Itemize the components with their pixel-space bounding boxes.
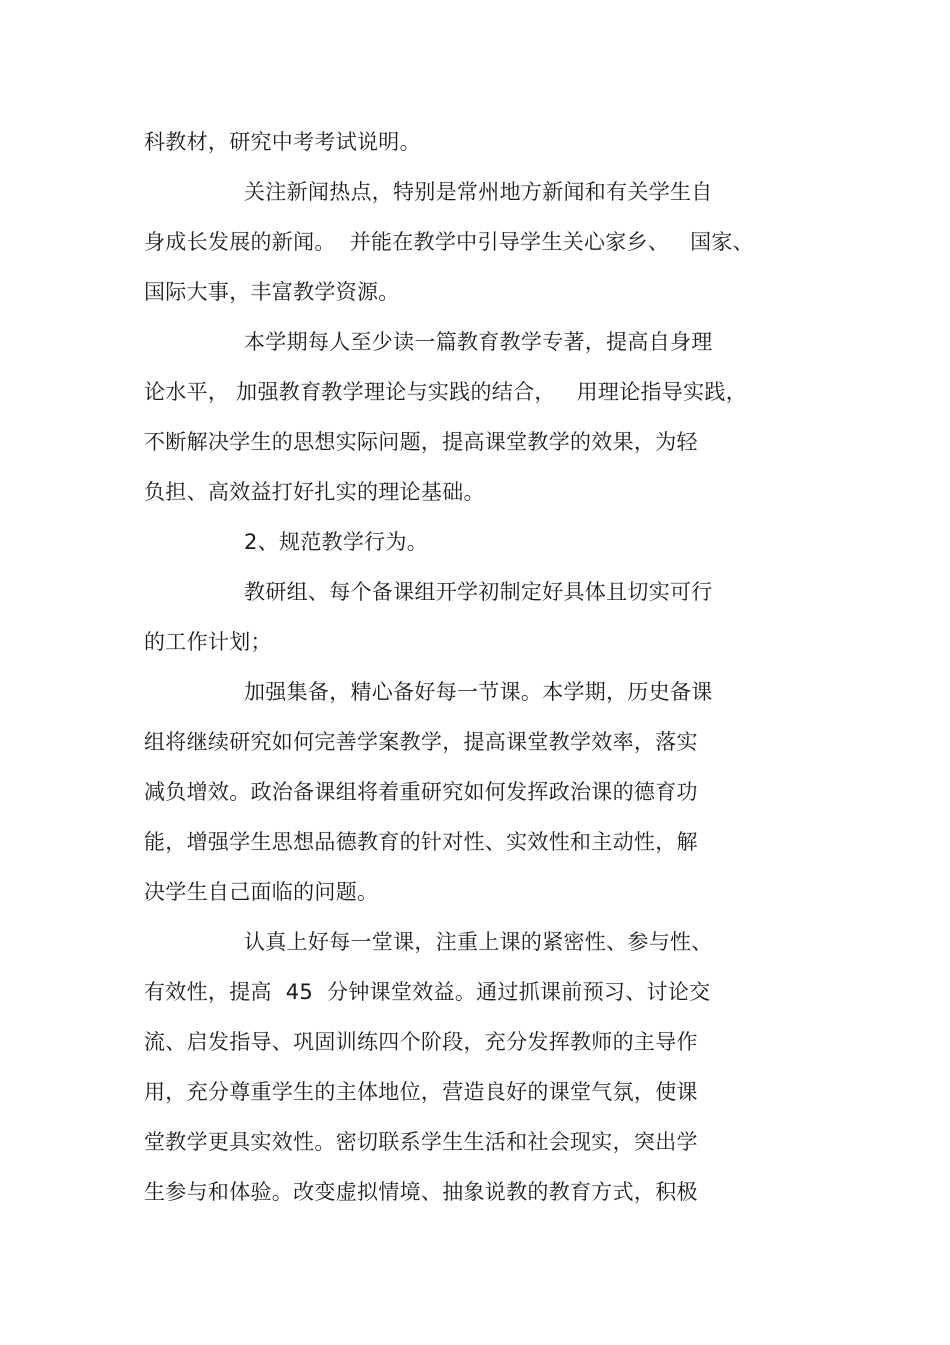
text-line: 关注新闻热点，特别是常州地方新闻和有关学生自: [244, 180, 713, 204]
text-line: 本学期每人至少读一篇教育教学专著，提高自身理: [244, 330, 713, 354]
text-line: 用，充分尊重学生的主体地位，营造良好的课堂气氛，使课: [144, 1080, 698, 1104]
text-line: 认真上好每一堂课，注重上课的紧密性、参与性、: [244, 930, 713, 954]
text-line: 的工作计划；: [144, 630, 272, 654]
text-line: 流、启发指导、巩固训练四个阶段，充分发挥教师的主导作: [144, 1030, 698, 1054]
text-line: 减负增效。政治备课组将着重研究如何发挥政治课的德育功: [144, 780, 698, 804]
text-line: 能，增强学生思想品德教育的针对性、实效性和主动性，解: [144, 830, 698, 854]
section-heading: 2、规范教学行为。: [244, 530, 429, 554]
text-line: 国际大事，丰富教学资源。: [144, 280, 400, 304]
text-line: 生参与和体验。改变虚拟情境、抽象说教的教育方式，积极: [144, 1180, 698, 1204]
text-line: 身成长发展的新闻。 并能在教学中引导学生关心家乡、 国家、: [144, 230, 754, 254]
text-line: 加强集备，精心备好每一节课。本学期，历史备课: [244, 680, 713, 704]
text-line: 决学生自己面临的问题。: [144, 880, 379, 904]
text-line: 论水平， 加强教育教学理论与实践的结合， 用理论指导实践，: [144, 380, 747, 404]
text-line: 教研组、每个备课组开学初制定好具体且切实可行: [244, 580, 713, 604]
text-line: 科教材，研究中考考试说明。: [144, 130, 421, 154]
text-line: 负担、高效益打好扎实的理论基础。: [144, 480, 485, 504]
text-line: 堂教学更具实效性。密切联系学生生活和社会现实，突出学: [144, 1130, 698, 1154]
text-line: 组将继续研究如何完善学案教学，提高课堂教学效率，落实: [144, 730, 698, 754]
text-line: 不断解决学生的思想实际问题，提高课堂教学的效果，为轻: [144, 430, 698, 454]
text-line: 有效性，提高 45 分钟课堂效益。通过抓课前预习、讨论交: [144, 980, 711, 1004]
